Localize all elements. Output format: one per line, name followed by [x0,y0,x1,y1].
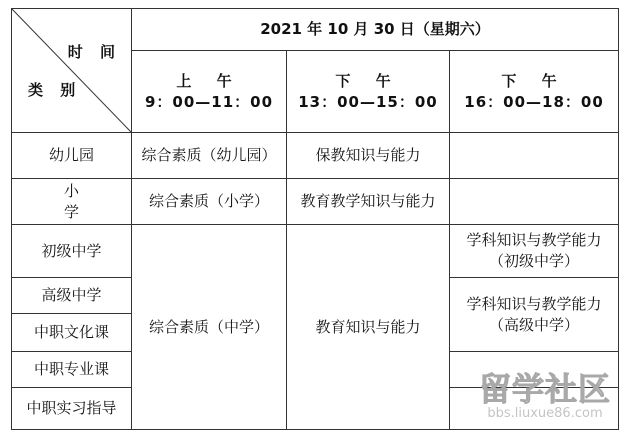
subject-primary-pm: 教育教学知识与能力 [287,179,450,225]
slot-morning [132,51,287,133]
subject-junior-late-line2: （初级中学） [489,252,580,270]
category-vocational-internship: 中职实习指导 [12,388,132,430]
subject-junior-late-line1: 学科知识与教学能力 [466,231,602,249]
date-row [12,9,619,51]
category-junior-middle: 初级中学 [12,225,132,278]
slot-afternoon-1-label: 下 午 [335,71,401,90]
subject-junior-late [450,225,619,278]
watermark-logo: 留学社区 [478,370,611,408]
slot-afternoon-2-time: 16：00—18：00 [464,92,604,111]
category-kindergarten: 幼儿园 [12,133,132,179]
exam-date-header: 2021 年 10 月 30 日（星期六） [132,9,619,51]
subject-middle-am: 综合素质（中学） [132,225,287,430]
empty-cell [450,179,619,225]
category-vocational-specialty: 中职专业课 [12,352,132,388]
category-vocational-culture: 中职文化课 [12,314,132,352]
subject-kindergarten-pm: 保教知识与能力 [287,133,450,179]
exam-schedule-table [11,8,619,430]
corner-time-label: 时 间 [67,43,121,61]
slot-afternoon-2 [450,51,619,133]
subject-senior-late [450,278,619,352]
subject-middle-pm: 教育知识与能力 [287,225,450,430]
slot-afternoon-1-time: 13：00—15：00 [298,92,438,111]
category-senior-high: 高级中学 [12,278,132,314]
slot-morning-time: 9：00—11：00 [144,92,274,111]
subject-kindergarten-am: 综合素质（幼儿园） [132,133,287,179]
slot-afternoon-2-label: 下 午 [501,71,567,90]
empty-cell [450,133,619,179]
subject-senior-late-line1: 学科知识与教学能力 [466,294,602,313]
table-row [12,179,619,225]
table-row [12,225,619,278]
corner-header-cell [12,9,132,133]
table-row [12,133,619,179]
corner-category-label: 类 别 [28,81,82,99]
slot-morning-label: 上 午 [176,71,242,90]
subject-senior-late-line2: （高级中学） [489,315,580,334]
watermark [479,372,611,421]
subject-primary-am: 综合素质（小学） [132,179,287,225]
slot-afternoon-1 [287,51,450,133]
category-primary: 小 学 [12,179,132,225]
watermark-url: bbs.liuxue86.com [487,406,603,421]
diagonal-line [12,9,131,132]
